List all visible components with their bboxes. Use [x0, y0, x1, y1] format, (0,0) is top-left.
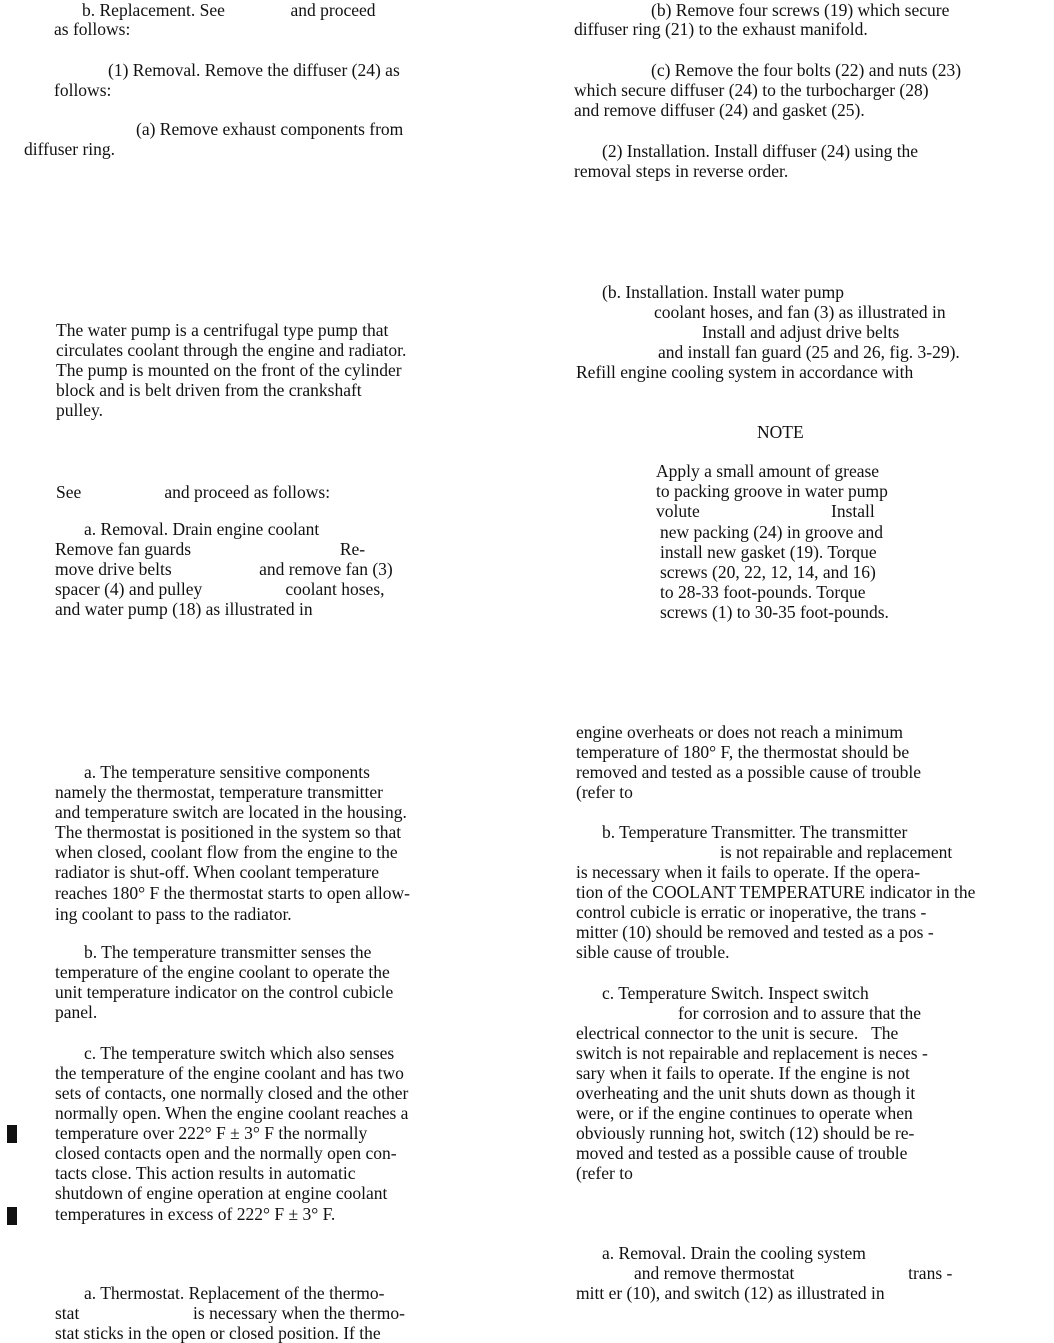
temp-components-8: ing coolant to pass to the radiator. — [55, 904, 292, 924]
switch-7: were, or if the engine continues to operate when — [576, 1103, 913, 1123]
water-pump-desc-5: pulley. — [56, 400, 103, 420]
remove-bolts-3: and remove diffuser (24) and gasket (25). — [574, 100, 865, 120]
removal-final-1: a. Removal. Drain the cooling system — [602, 1243, 866, 1263]
removal-line-2: follows: — [54, 80, 112, 100]
remove-screws-2: diffuser ring (21) to the exhaust manifold. — [574, 19, 868, 39]
wp-removal-2: Remove fan guards Re- — [55, 539, 366, 559]
overheat-2: temperature of 180° F, the thermostat should be — [576, 742, 910, 762]
temp-components-4: The thermostat is positioned in the system so that — [55, 822, 402, 842]
switch-4: switch is not repairable and replacement is neces - — [576, 1043, 928, 1063]
temp-switch-8: shutdown of engine operation at engine coolant — [55, 1183, 388, 1203]
thermostat-3: stat sticks in the open or closed position. If the — [55, 1323, 381, 1343]
change-bar-1 — [7, 1125, 17, 1143]
wp-removal-3: move drive belts and remove fan (3) — [55, 559, 393, 579]
note-body-8: screws (1) to 30-35 foot-pounds. — [660, 602, 889, 622]
transmitter-5: control cubicle is erratic or inoperative, the trans - — [576, 902, 927, 922]
removal-final-2: and remove thermostat trans - — [634, 1263, 953, 1283]
temp-components-3: and temperature switch are located in the housing. — [55, 802, 407, 822]
temp-switch-2: the temperature of the engine coolant and has two — [55, 1063, 404, 1083]
temp-components-2: namely the thermostat, temperature transmitter — [55, 782, 384, 802]
thermostat-1: a. Thermostat. Replacement of the thermo- — [84, 1283, 385, 1303]
transmitter-6: mitter (10) should be removed and tested as a pos - — [576, 922, 934, 942]
temp-switch-5: temperature over 222° F ± 3° F the normally — [55, 1123, 368, 1143]
change-bar-2 — [7, 1207, 17, 1225]
temp-components-6: radiator is shut-off. When coolant temperature — [55, 862, 379, 882]
switch-9: moved and tested as a possible cause of trouble — [576, 1143, 908, 1163]
replacement-line-1: b. Replacement. See and proceed — [82, 0, 376, 20]
switch-10: (refer to — [576, 1163, 633, 1183]
transmitter-7: sible cause of trouble. — [576, 942, 730, 962]
removal-line-1: (1) Removal. Remove the diffuser (24) as — [108, 60, 400, 80]
remove-bolts-1: (c) Remove the four bolts (22) and nuts (23) — [651, 60, 962, 80]
see-proceed: See and proceed as follows: — [56, 482, 331, 502]
note-body-4: new packing (24) in groove and — [660, 522, 884, 542]
temp-components-1: a. The temperature sensitive components — [84, 762, 370, 782]
wp-removal-1: a. Removal. Drain engine coolant — [84, 519, 320, 539]
wp-installation-1: (b. Installation. Install water pump — [602, 282, 845, 302]
temp-components-5: when closed, coolant flow from the engine to the — [55, 842, 398, 862]
note-title: NOTE — [757, 422, 804, 442]
remove-bolts-2: which secure diffuser (24) to the turbocharger (28) — [574, 80, 929, 100]
installation-2: removal steps in reverse order. — [574, 161, 789, 181]
temp-switch-6: closed contacts open and the normally open con- — [55, 1143, 397, 1163]
temp-switch-7: tacts close. This action results in automatic — [55, 1163, 356, 1183]
right-column — [562, 0, 1052, 1343]
water-pump-desc-4: block and is belt driven from the crankshaft — [56, 380, 362, 400]
water-pump-desc-2: circulates coolant through the engine and radiator. — [56, 340, 407, 360]
replacement-line-2: as follows: — [54, 19, 131, 39]
temp-transmitter-1: b. The temperature transmitter senses the — [84, 942, 372, 962]
left-column — [0, 0, 490, 1343]
remove-exhaust-line-2: diffuser ring. — [24, 139, 116, 159]
water-pump-desc-1: The water pump is a centrifugal type pump that — [56, 320, 389, 340]
transmitter-2: is not repairable and replacement — [720, 842, 953, 862]
overheat-1: engine overheats or does not reach a minimum — [576, 722, 904, 742]
wp-installation-5: Refill engine cooling system in accordance with — [576, 362, 914, 382]
transmitter-3: is necessary when it fails to operate. If the opera- — [576, 862, 921, 882]
note-body-3: volute Install — [656, 501, 875, 521]
transmitter-4: tion of the COOLANT TEMPERATURE indicator in the — [576, 882, 976, 902]
wp-installation-2: coolant hoses, and fan (3) as illustrated in — [654, 302, 946, 322]
temp-transmitter-3: unit temperature indicator on the control cubicle — [55, 982, 394, 1002]
temp-switch-4: normally open. When the engine coolant reaches a — [55, 1103, 409, 1123]
switch-5: sary when it fails to operate. If the engine is not — [576, 1063, 910, 1083]
wp-removal-4: spacer (4) and pulley coolant hoses, — [55, 579, 385, 599]
note-body-5: install new gasket (19). Torque — [660, 542, 877, 562]
overheat-4: (refer to — [576, 782, 633, 802]
temp-switch-3: sets of contacts, one normally closed and the other — [55, 1083, 409, 1103]
temp-components-7: reaches 180° F the thermostat starts to open allow- — [55, 883, 410, 903]
note-body-1: Apply a small amount of grease — [656, 461, 880, 481]
switch-8: obviously running hot, switch (12) should be re- — [576, 1123, 915, 1143]
remove-exhaust-line-1: (a) Remove exhaust components from — [136, 119, 404, 139]
switch-2: for corrosion and to assure that the — [678, 1003, 921, 1023]
temp-switch-9: temperatures in excess of 222° F ± 3° F. — [55, 1204, 336, 1224]
overheat-3: removed and tested as a possible cause of trouble — [576, 762, 922, 782]
water-pump-desc-3: The pump is mounted on the front of the cylinder — [56, 360, 402, 380]
installation-1: (2) Installation. Install diffuser (24) using the — [602, 141, 919, 161]
switch-6: overheating and the unit shuts down as though it — [576, 1083, 916, 1103]
remove-screws-1: (b) Remove four screws (19) which secure — [651, 0, 950, 20]
removal-final-3: mitt er (10), and switch (12) as illustrated in — [576, 1283, 885, 1303]
switch-3: electrical connector to the unit is secure. The — [576, 1023, 899, 1043]
thermostat-2: stat is necessary when the thermo- — [55, 1303, 405, 1323]
switch-1: c. Temperature Switch. Inspect switch — [602, 983, 869, 1003]
temp-switch-1: c. The temperature switch which also senses — [84, 1043, 395, 1063]
wp-installation-4: and install fan guard (25 and 26, fig. 3-29). — [658, 342, 960, 362]
temp-transmitter-4: panel. — [55, 1002, 98, 1022]
note-body-6: screws (20, 22, 12, 14, and 16) — [660, 562, 876, 582]
transmitter-1: b. Temperature Transmitter. The transmitter — [602, 822, 908, 842]
note-body-2: to packing groove in water pump — [656, 481, 888, 501]
note-body-7: to 28-33 foot-pounds. Torque — [660, 582, 866, 602]
wp-removal-5: and water pump (18) as illustrated in — [55, 599, 313, 619]
wp-installation-3: Install and adjust drive belts — [702, 322, 900, 342]
temp-transmitter-2: temperature of the engine coolant to operate the — [55, 962, 390, 982]
